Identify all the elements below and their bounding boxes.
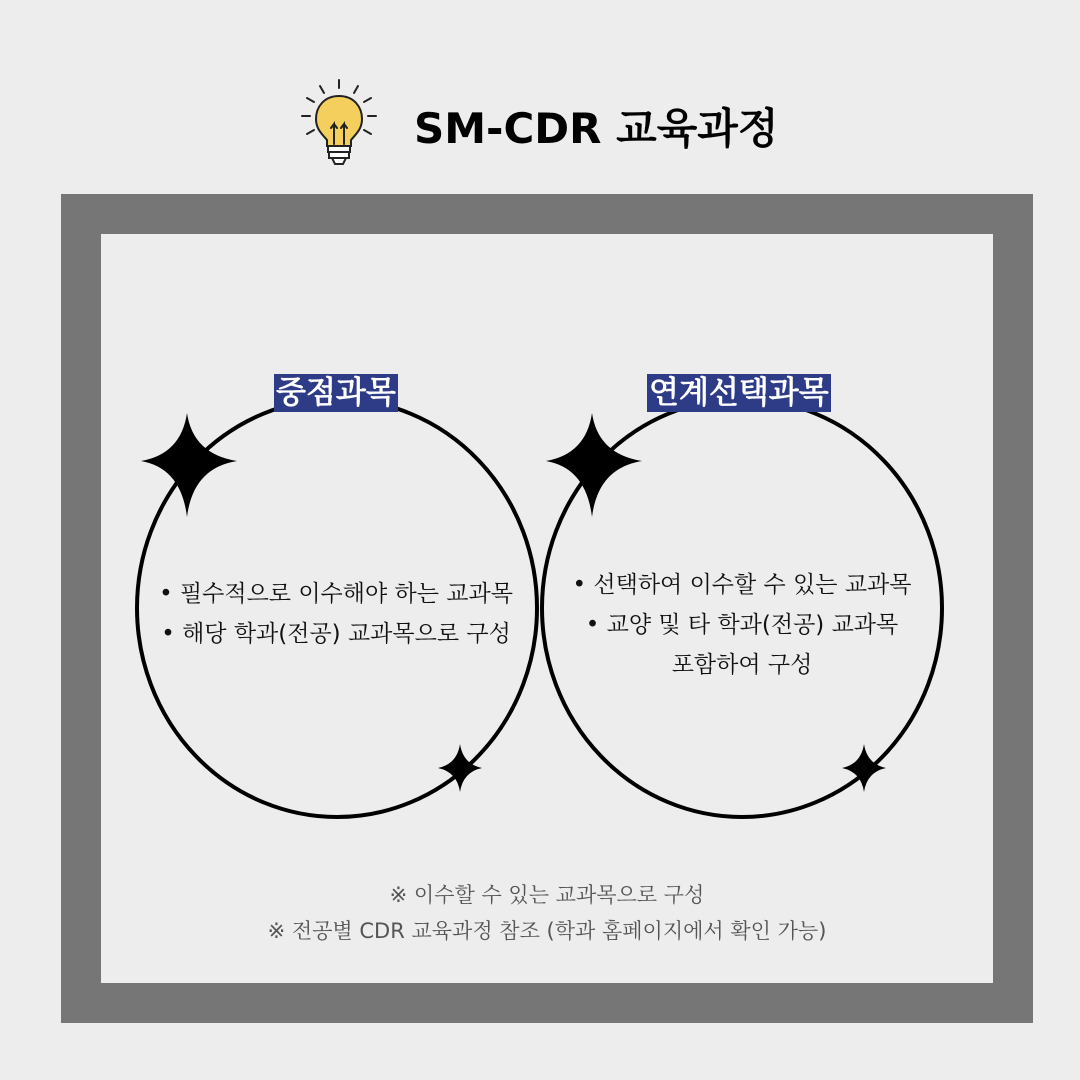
footnote: ※ 이수할 수 있는 교과목으로 구성 — [389, 883, 705, 907]
footnote: ※ 전공별 CDR 교육과정 참조 (학과 홈페이지에서 확인 가능) — [267, 919, 827, 943]
left-circle-bullets — [136, 574, 536, 654]
bullet-item: • 선택하여 이수할 수 있는 교과목 — [572, 572, 912, 598]
left-circle-label: 중점과목 — [276, 375, 396, 411]
right-circle-label: 연계선택과목 — [649, 375, 829, 411]
bullet-item: • 해당 학과(전공) 교과목으로 구성 — [161, 621, 511, 647]
bullet-item: • 교양 및 타 학과(전공) 교과목 — [585, 612, 899, 638]
page-title: SM-CDR 교육과정 — [414, 104, 779, 153]
footnotes — [101, 877, 993, 949]
sparkle-icon — [546, 413, 642, 517]
bullet-item: • 필수적으로 이수해야 하는 교과목 — [159, 581, 513, 607]
bullet-item: 포함하여 구성 — [671, 652, 813, 678]
sparkle-icon — [141, 413, 237, 517]
right-circle-bullets — [545, 565, 939, 685]
